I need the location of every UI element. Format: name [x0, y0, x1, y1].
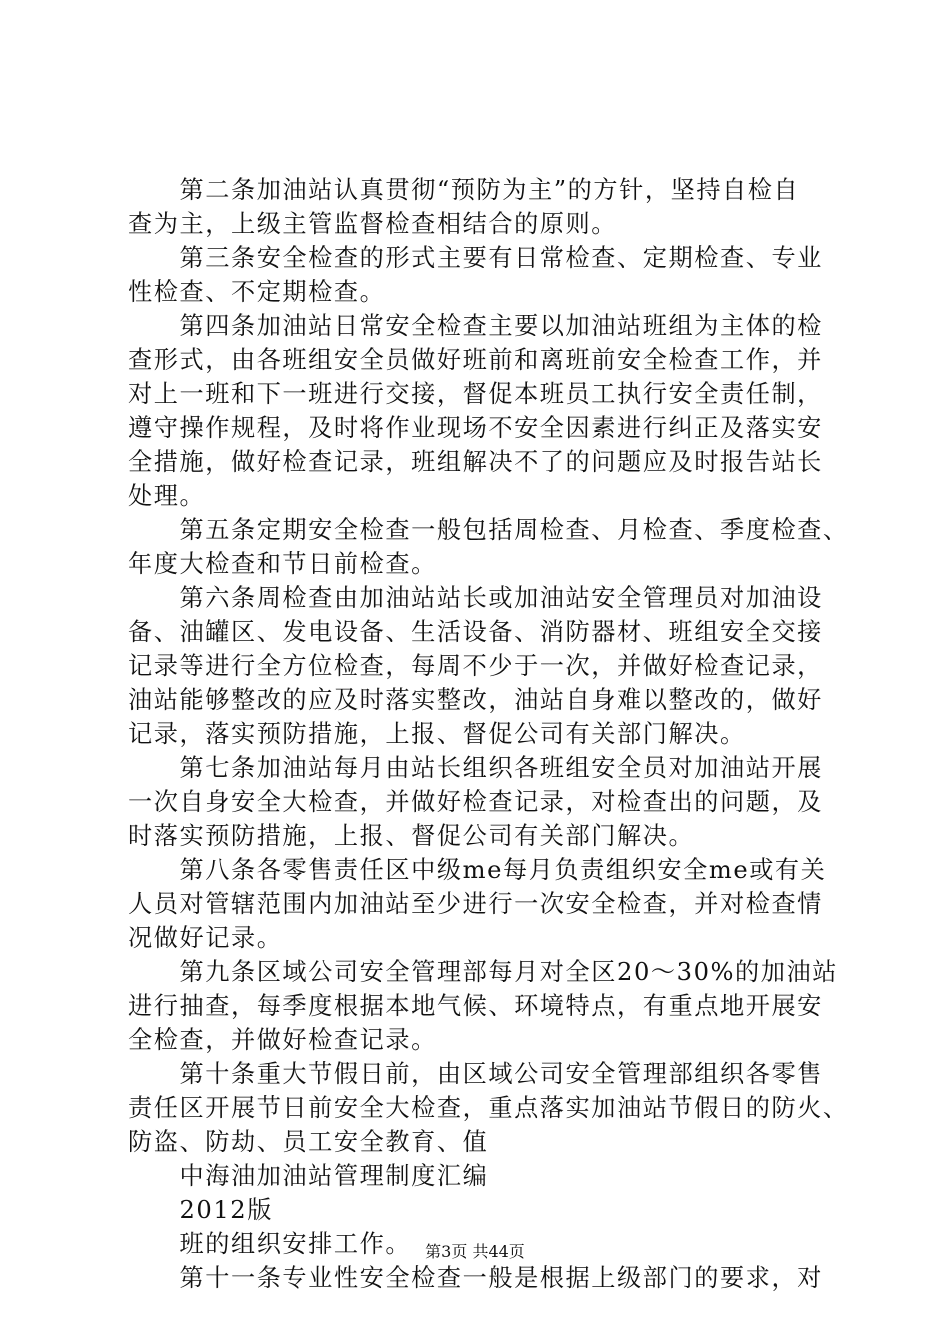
text-line: 记录，落实预防措施，上报、督促公司有关部门解决。 — [128, 720, 746, 748]
text-line: 全检查，并做好检查记录。 — [128, 1026, 437, 1054]
text-line: 对上一班和下一班进行交接，督促本班员工执行安全责任制， — [128, 380, 823, 408]
header-text-line: 中海油加油站管理制度汇编 — [128, 1162, 489, 1190]
text-line: 第三条安全检查的形式主要有日常检查、定期检查、专业 — [128, 244, 823, 272]
text-line: 油站能够整改的应及时落实整改，油站自身难以整改的，做好 — [128, 686, 823, 714]
text-line: 第十一条专业性安全检查一般是根据上级部门的要求，对 — [128, 1264, 823, 1292]
text-line: 年度大检查和节日前检查。 — [128, 550, 437, 578]
text-line: 处理。 — [128, 482, 206, 510]
text-line: 第八条各零售责任区中级me每月负责组织安全me或有关 — [128, 856, 827, 884]
text-line: 进行抽查，每季度根据本地气候、环境特点，有重点地开展安 — [128, 992, 823, 1020]
text-line: 时落实预防措施，上报、督促公司有关部门解决。 — [128, 822, 695, 850]
text-line: 全措施，做好检查记录，班组解决不了的问题应及时报告站长 — [128, 448, 823, 476]
text-line: 第六条周检查由加油站站长或加油站安全管理员对加油设 — [128, 584, 823, 612]
text-line: 一次自身安全大检查，并做好检查记录，对检查出的问题，及 — [128, 788, 823, 816]
text-line: 第九条区域公司安全管理部每月对全区20～30%的加油站 — [128, 958, 838, 986]
text-line: 第四条加油站日常安全检查主要以加油站班组为主体的检 — [128, 312, 823, 340]
text-line: 记录等进行全方位检查，每周不少于一次，并做好检查记录， — [128, 652, 823, 680]
text-line: 查为主，上级主管监督检查相结合的原则。 — [128, 210, 618, 238]
page-number-footer: 第3页 共44页 — [425, 1242, 525, 1261]
text-line: 性检查、不定期检查。 — [128, 278, 386, 306]
text-line: 班的组织安排工作。 — [128, 1230, 412, 1258]
header-year-line: 2012版 — [128, 1196, 273, 1224]
text-line: 第五条定期安全检查一般包括周检查、月检查、季度检查、 — [128, 516, 849, 544]
text-line: 第二条加油站认真贯彻“预防为主”的方针，坚持自检自 — [128, 176, 800, 204]
text-line: 人员对管辖范围内加油站至少进行一次安全检查，并对检查情 — [128, 890, 823, 918]
text-line: 第十条重大节假日前，由区域公司安全管理部组织各零售 — [128, 1060, 823, 1088]
text-line: 责任区开展节日前安全大检查，重点落实加油站节假日的防火、 — [128, 1094, 849, 1122]
text-line: 备、油罐区、发电设备、生活设备、消防器材、班组安全交接 — [128, 618, 823, 646]
text-line: 遵守操作规程，及时将作业现场不安全因素进行纠正及落实安 — [128, 414, 823, 442]
text-line: 查形式，由各班组安全员做好班前和离班前安全检查工作，并 — [128, 346, 823, 374]
text-line: 第七条加油站每月由站长组织各班组安全员对加油站开展 — [128, 754, 823, 782]
text-line: 况做好记录。 — [128, 924, 283, 952]
text-line: 防盗、防劫、员工安全教育、值 — [128, 1128, 489, 1156]
